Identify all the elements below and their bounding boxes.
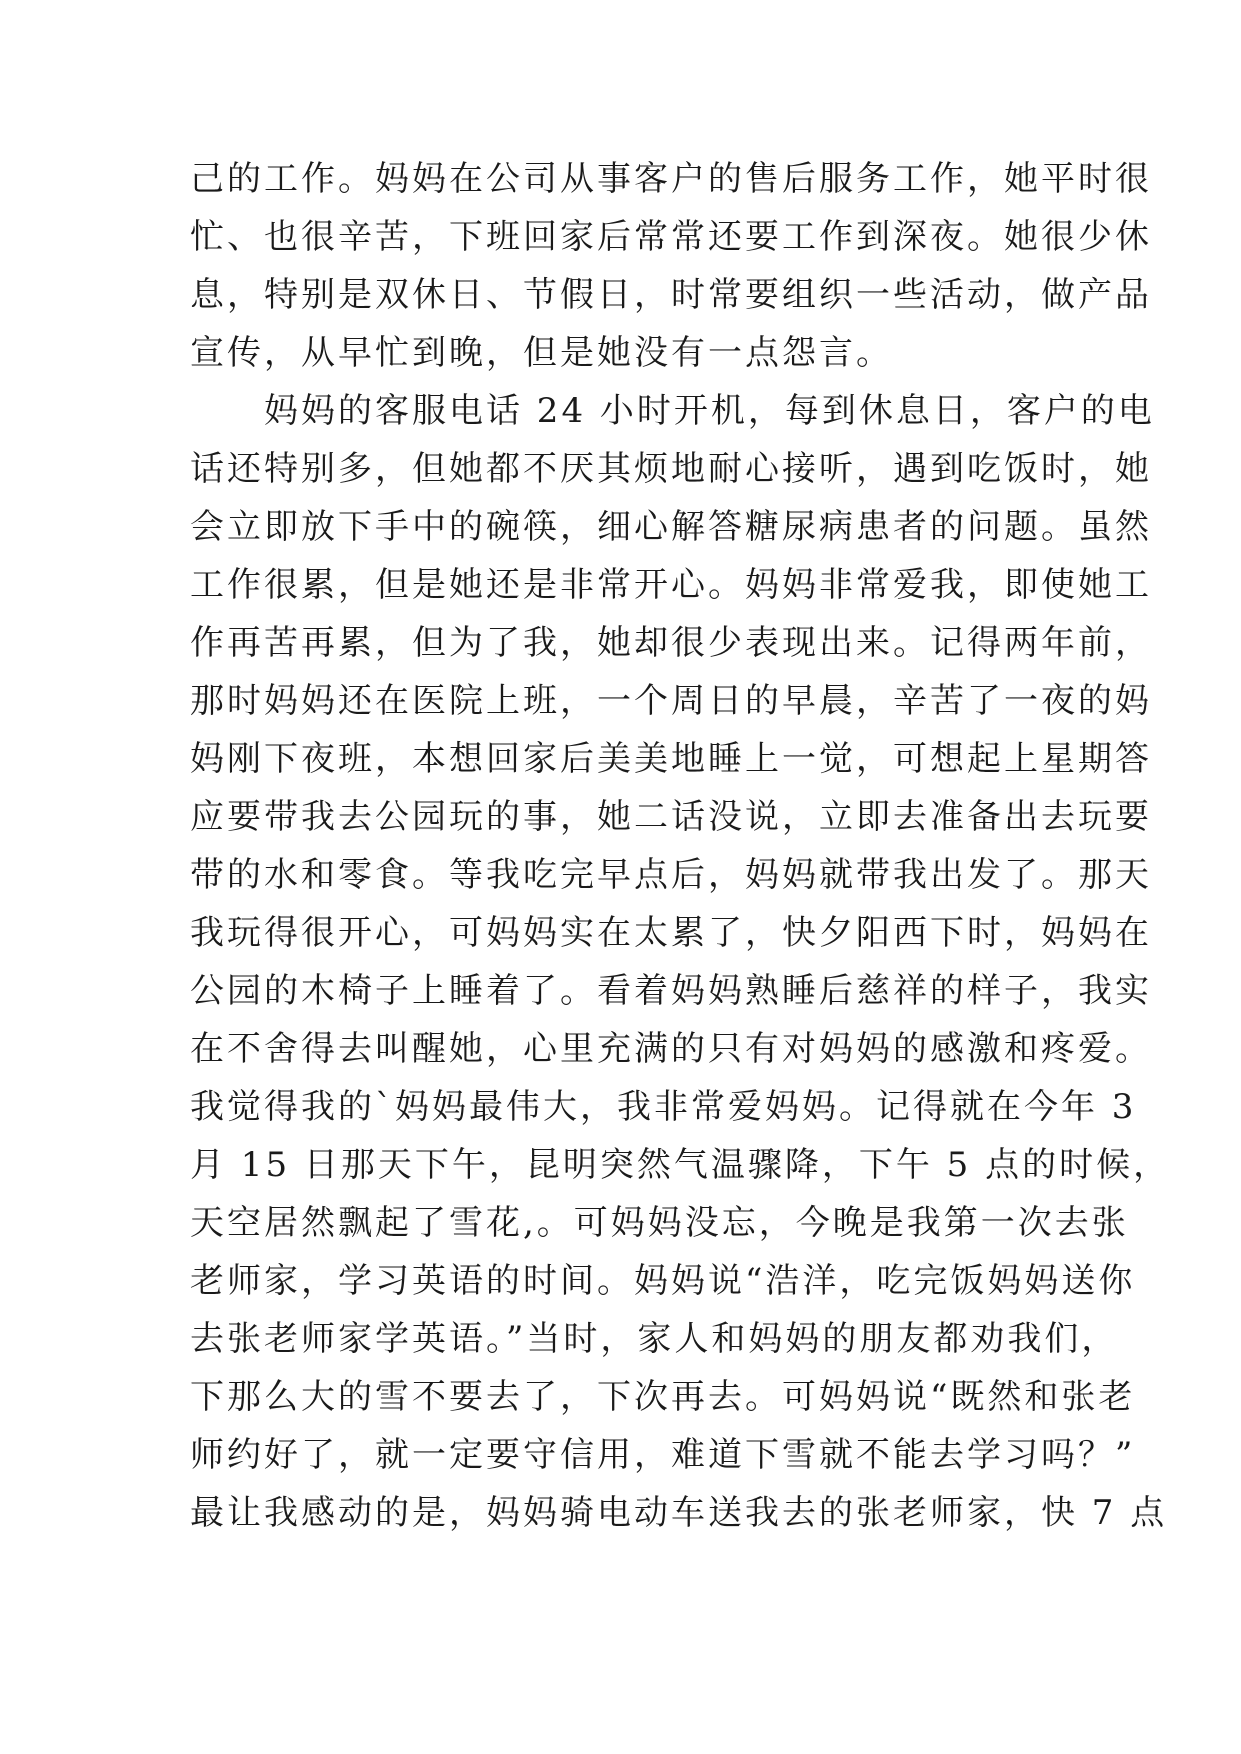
text-line: 去张老师家学英语。”当时，家人和妈妈的朋友都劝我们， [190,1319,1119,1359]
text-line: 话还特别多，但她都不厌其烦地耐心接听，遇到吃饭时，她 [190,449,1152,489]
text-line: 妈刚下夜班，本想回家后美美地睡上一觉，可想起上星期答 [190,739,1152,779]
text-line: 在不舍得去叫醒她，心里充满的只有对妈妈的感激和疼爱。 [190,1029,1152,1069]
text-line: 忙、也很辛苦，下班回家后常常还要工作到深夜。她很少休 [190,217,1152,257]
text-line: 月 15 日那天下午，昆明突然气温骤降，下午 5 点的时候， [190,1145,1171,1185]
text-line: 我玩得很开心，可妈妈实在太累了，快夕阳西下时，妈妈在 [190,913,1152,953]
text-line: 那时妈妈还在医院上班，一个周日的早晨，辛苦了一夜的妈 [190,681,1152,721]
text-line: 最让我感动的是，妈妈骑电动车送我去的张老师家，快 7 点 [190,1493,1168,1533]
text-line: 己的工作。妈妈在公司从事客户的售后服务工作，她平时很 [190,159,1152,199]
text-line: 带的水和零食。等我吃完早点后，妈妈就带我出发了。那天 [190,855,1152,895]
text-line: 应要带我去公园玩的事，她二话没说，立即去准备出去玩要 [190,797,1152,837]
text-line: 公园的木椅子上睡着了。看着妈妈熟睡后慈祥的样子，我实 [190,971,1152,1011]
text-line: 宣传，从早忙到晚，但是她没有一点怨言。 [190,333,893,373]
text-line: 师约好了，就一定要守信用，难道下雪就不能去学习吗？” [190,1435,1136,1475]
text-line: 工作很累，但是她还是非常开心。妈妈非常爱我，即使她工 [190,565,1152,605]
text-line: 息，特别是双休日、节假日，时常要组织一些活动，做产品 [190,275,1152,315]
text-line: 会立即放下手中的碗筷，细心解答糖尿病患者的问题。虽然 [190,507,1152,547]
text-line: 下那么大的雪不要去了，下次再去。可妈妈说“既然和张老 [190,1377,1136,1417]
text-line: 老师家，学习英语的时间。妈妈说“浩洋，吃完饭妈妈送你 [190,1261,1136,1301]
body-text [190,150,1171,1542]
text-line: 天空居然飘起了雪花,。可妈妈没忘，今晚是我第一次去张 [190,1203,1129,1243]
text-line: 我觉得我的`妈妈最伟大，我非常爱妈妈。记得就在今年 3 [190,1087,1137,1127]
text-line: 作再苦再累，但为了我，她却很少表现出来。记得两年前， [190,623,1152,663]
text-line: 妈妈的客服电话 24 小时开机，每到休息日，客户的电 [190,391,1155,431]
